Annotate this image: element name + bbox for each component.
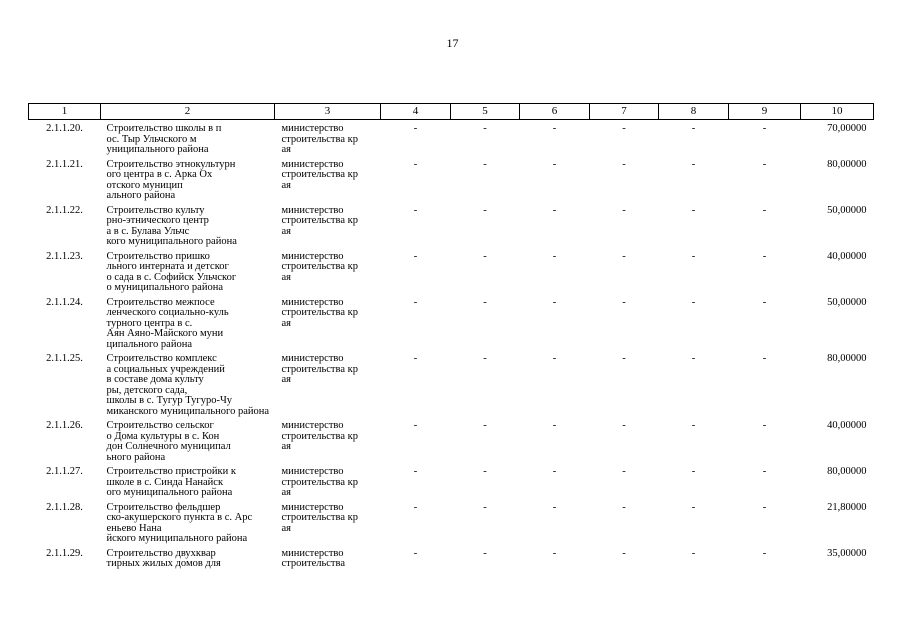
row-value: - <box>413 204 418 216</box>
row-value: - <box>762 123 767 134</box>
row-value: - <box>413 353 418 364</box>
row-total: 40,00000 <box>827 420 867 431</box>
column-header: 8 <box>659 104 729 120</box>
row-value: - <box>413 501 418 513</box>
row-value: - <box>691 353 696 364</box>
row-value: - <box>552 466 557 477</box>
row-value: - <box>691 250 696 262</box>
row-value: - <box>622 353 626 364</box>
row-value: - <box>552 547 557 559</box>
row-responsible: министерство строительства кр ая <box>281 158 358 191</box>
table-row <box>29 120 874 156</box>
row-responsible: министерство строительства кр ая <box>281 204 358 237</box>
row-value: - <box>483 501 487 513</box>
table-row <box>29 294 874 351</box>
row-value: - <box>691 123 696 134</box>
row-value: - <box>762 296 767 308</box>
row-value: - <box>622 466 626 477</box>
row-value: - <box>622 547 626 559</box>
row-value: - <box>413 420 418 431</box>
row-responsible: министерство строительства кр ая <box>281 296 358 329</box>
row-name: Строительство сельског о Дома культуры в с. Кон дон Солнечного муниципал ьного района <box>106 420 231 463</box>
table-row <box>29 545 874 570</box>
row-value: - <box>552 296 557 308</box>
table-row <box>29 202 874 248</box>
row-value: - <box>413 123 418 134</box>
row-value: - <box>762 353 767 364</box>
column-header: 5 <box>451 104 520 120</box>
row-name: Строительство культу рно-этнического центр а в с. Булава Ульчс кого муниципального района <box>106 204 237 247</box>
row-responsible: министерство строительства кр ая <box>281 123 358 155</box>
table-row <box>29 417 874 463</box>
row-value: - <box>691 420 696 431</box>
row-value: - <box>413 158 418 170</box>
row-value: - <box>413 250 418 262</box>
page-number: 17 <box>446 36 459 50</box>
column-header: 7 <box>590 104 659 120</box>
row-value: - <box>552 123 557 134</box>
row-code: 2.1.1.22. <box>46 204 83 216</box>
row-total: 70,00000 <box>827 123 867 134</box>
column-header: 4 <box>381 104 451 120</box>
row-responsible: министерство строительства кр ая <box>281 353 358 385</box>
row-value: - <box>762 501 767 513</box>
row-value: - <box>552 501 557 513</box>
row-value: - <box>762 547 767 559</box>
row-responsible: министерство строительства <box>281 547 346 569</box>
row-value: - <box>691 296 696 308</box>
row-value: - <box>483 296 487 308</box>
row-value: - <box>622 123 626 134</box>
row-total: 21,80000 <box>827 501 867 513</box>
row-name: Строительство двухквар тирных жилых домов для <box>106 547 221 569</box>
row-value: - <box>691 204 696 216</box>
row-value: - <box>552 250 557 262</box>
row-value: - <box>691 547 696 559</box>
row-value: - <box>552 353 557 364</box>
row-code: 2.1.1.20. <box>46 123 83 134</box>
row-total: 80,00000 <box>827 353 867 364</box>
column-header: 6 <box>520 104 590 120</box>
program-table <box>28 103 874 570</box>
row-total: 50,00000 <box>827 204 867 216</box>
row-value: - <box>483 420 487 431</box>
row-value: - <box>413 296 418 308</box>
row-responsible: министерство строительства кр ая <box>281 466 358 498</box>
row-value: - <box>413 466 418 477</box>
row-total: 80,00000 <box>827 158 867 170</box>
row-responsible: министерство строительства кр ая <box>281 501 358 534</box>
row-name: Строительство школы в п ос. Тыр Ульчского м униципального района <box>106 123 222 155</box>
column-number-row <box>29 104 874 120</box>
row-value: - <box>762 250 767 262</box>
row-value: - <box>762 204 767 216</box>
row-value: - <box>691 466 696 477</box>
row-responsible: министерство строительства кр ая <box>281 420 358 452</box>
row-code: 2.1.1.26. <box>46 420 83 431</box>
row-value: - <box>552 420 557 431</box>
row-code: 2.1.1.29. <box>46 547 83 559</box>
row-value: - <box>483 158 487 170</box>
row-code: 2.1.1.24. <box>46 296 83 308</box>
row-name: Строительство пристройки к школе в с. Синда Нанайск ого муниципального района <box>106 466 236 498</box>
column-header: 1 <box>29 104 101 120</box>
row-value: - <box>552 158 557 170</box>
row-value: - <box>483 353 487 364</box>
row-value: - <box>691 158 696 170</box>
row-code: 2.1.1.21. <box>46 158 83 170</box>
row-code: 2.1.1.25. <box>46 353 83 364</box>
table-row <box>29 350 874 417</box>
row-responsible: министерство строительства кр ая <box>281 250 358 283</box>
row-value: - <box>622 296 626 308</box>
column-header: 3 <box>275 104 381 120</box>
column-header: 9 <box>729 104 801 120</box>
row-value: - <box>762 158 767 170</box>
row-value: - <box>483 466 487 477</box>
row-value: - <box>483 250 487 262</box>
row-value: - <box>622 204 626 216</box>
table-body <box>29 120 874 570</box>
row-value: - <box>483 123 487 134</box>
row-name: Строительство этнокультурн ого центра в с. Арка Ох отского муницип ального района <box>106 158 236 201</box>
row-value: - <box>552 204 557 216</box>
row-value: - <box>622 158 626 170</box>
row-name: Строительство межпосе ленческого социально-куль турного центра в с. Аян Аяно-Майского муни ципального района <box>106 296 229 350</box>
table-row <box>29 499 874 545</box>
table-row <box>29 248 874 294</box>
row-total: 80,00000 <box>827 466 867 477</box>
row-value: - <box>483 204 487 216</box>
table-row <box>29 463 874 499</box>
column-header: 10 <box>801 104 874 120</box>
column-header: 2 <box>101 104 275 120</box>
row-total: 35,00000 <box>827 547 867 559</box>
row-name: Строительство пришко льного интерната и детског о сада в с. Софийск Ульчског о муниципального района <box>106 250 237 293</box>
table-row <box>29 156 874 202</box>
row-total: 50,00000 <box>827 296 867 308</box>
row-name: Строительство комплекс а социальных учреждений в составе дома культу ры, детского сада, школы в с. Тугур Тугуро-Чу миканского муниципального района <box>106 353 270 417</box>
row-value: - <box>691 501 696 513</box>
row-value: - <box>622 250 626 262</box>
row-value: - <box>762 466 767 477</box>
row-code: 2.1.1.23. <box>46 250 83 262</box>
row-value: - <box>622 420 626 431</box>
row-value: - <box>762 420 767 431</box>
row-value: - <box>413 547 418 559</box>
row-code: 2.1.1.28. <box>46 501 83 513</box>
row-name: Строительство фельдшер ско-акушерского пункта в с. Арс еньево Нана йского муниципального района <box>106 501 253 544</box>
row-code: 2.1.1.27. <box>46 466 83 477</box>
row-total: 40,00000 <box>827 250 867 262</box>
row-value: - <box>483 547 487 559</box>
row-value: - <box>622 501 626 513</box>
